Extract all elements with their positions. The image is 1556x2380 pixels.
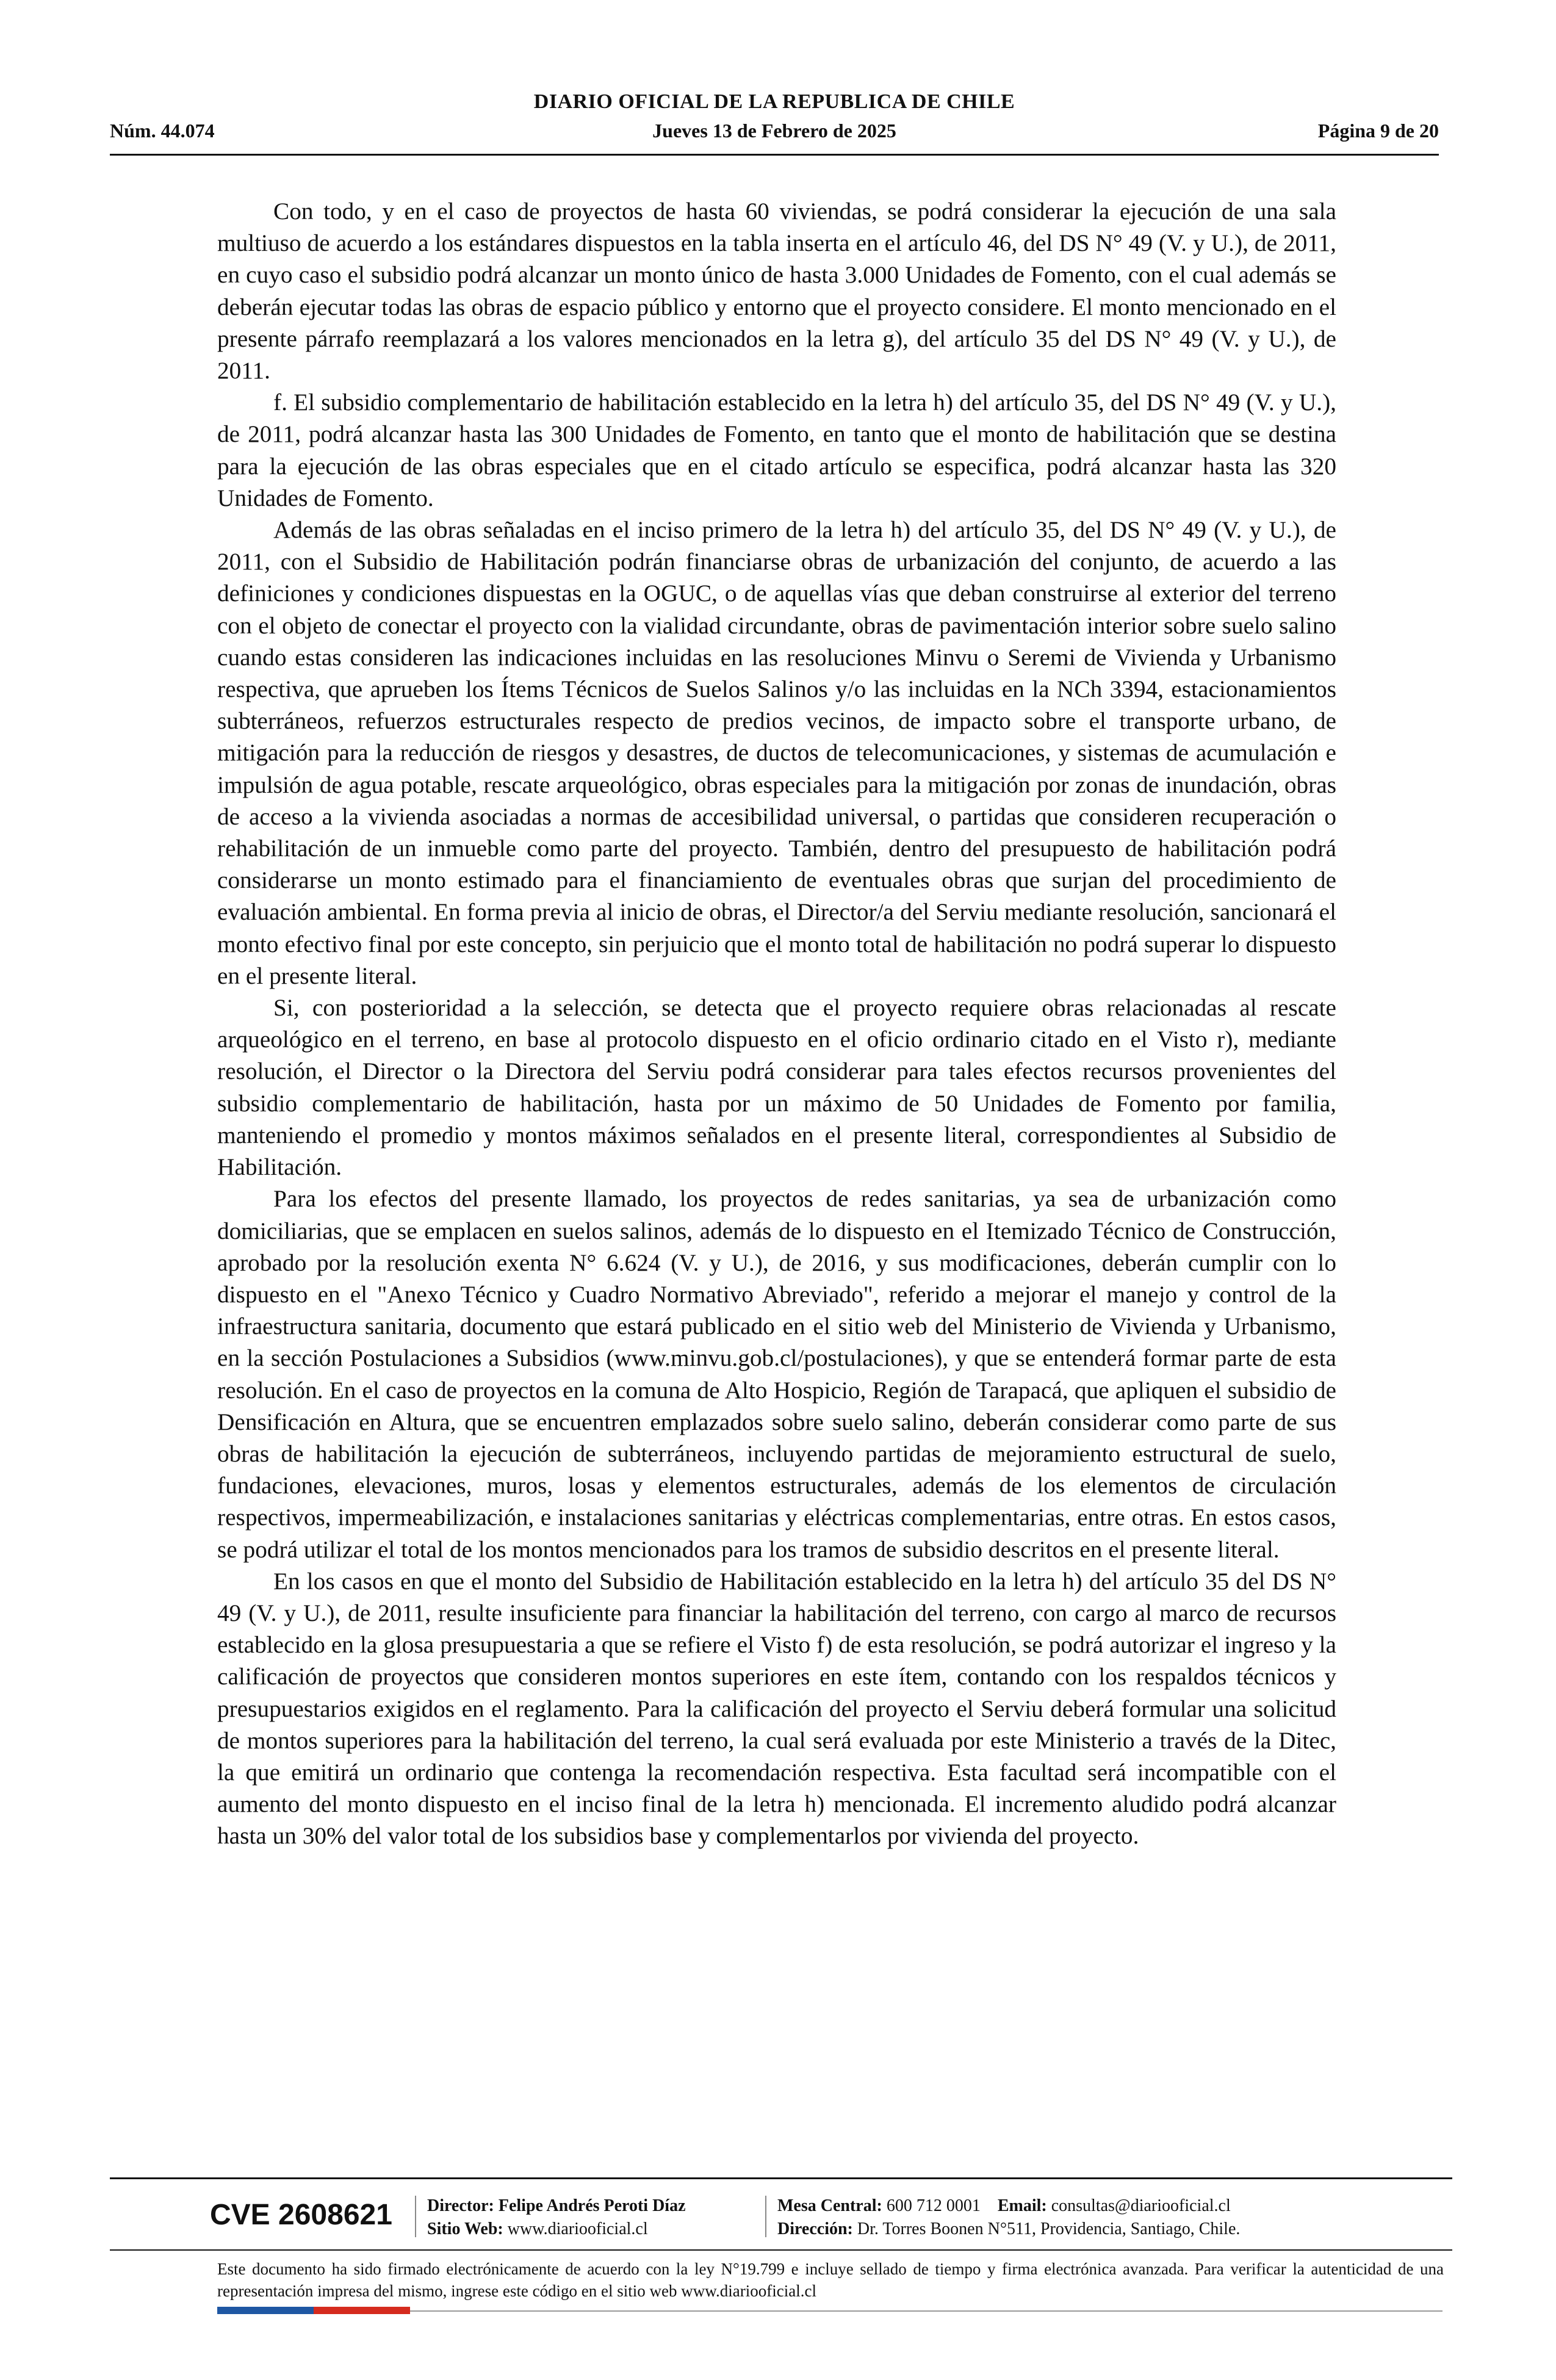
flag-stripe <box>217 2307 410 2314</box>
address-label: Dirección: <box>777 2220 853 2238</box>
footer-director-block <box>427 2194 686 2241</box>
issue-date: Jueves 13 de Febrero de 2025 <box>652 120 896 142</box>
paragraph: En los casos en que el monto del Subsidio de Habilitación establecido en la letra h) del artículo 35 del DS N° 49 (V. y U.), de 2011, resulte insuficiente para financiar la habilitación del terreno, con cargo al marco de recursos establecido en la glosa presupuestaria a que se refiere el Visto f) de esta resolución, se podrá autorizar el ingreso y la calificación de proyectos que consideren montos superiores en este ítem, contando con los respaldos técnicos y presupuestarios exigidos en el reglamento. Para la calificación del proyecto el Serviu deberá formular una solicitud de montos superiores para la habilitación del terreno, la cual será evaluada por este Ministerio a través de la Ditec, la que emitirá un ordinario que contenga la recomendación respectiva. Esta facultad será incompatible con el aumento del monto dispuesto en el inciso final de la letra h) mencionada. El incremento aludido podrá alcanzar hasta un 30% del valor total de los subsidios base y complementarlos por vivienda del proyecto. <box>217 1567 1336 1850</box>
phone-value: 600 712 0001 <box>886 2196 981 2215</box>
page-footer <box>110 2177 1452 2348</box>
site-label: Sitio Web: <box>427 2220 503 2238</box>
site-link[interactable]: www.diariooficial.cl <box>507 2220 648 2238</box>
email-link[interactable]: consultas@diariooficial.cl <box>1051 2196 1231 2215</box>
footer-divider <box>110 2177 1452 2179</box>
paragraph: Con todo, y en el caso de proyectos de hasta 60 viviendas, se podrá considerar la ejecución de una sala multiuso de acuerdo a los estándares dispuestos en la tabla inserta en el artículo 46, del DS N° 49 (V. y U.), de 2011, en cuyo caso el subsidio podrá alcanzar un monto único de hasta 3.000 Unidades de Fomento, con el cual además se deberán ejecutar todas las obras de espacio público y entorno que el proyecto considere. El monto mencionado en el presente párrafo reemplazará a los valores mencionados en la letra g), del artículo 35 del DS N° 49 (V. y U.), de 2011. <box>217 198 1336 384</box>
cve-code: CVE 2608621 <box>210 2199 392 2231</box>
paragraph: Para los efectos del presente llamado, los proyectos de redes sanitarias, ya sea de urbanización como domiciliarias, que se emplacen en suelos salinos, además de lo dispuesto en el Itemizado Técnico de Construcción, aprobado por la resolución exenta N° 6.624 (V. y U.), de 2016, y sus modificaciones, deberán cumplir con lo dispuesto en el "Anexo Técnico y Cuadro Normativo Abreviado", referido a mejorar el manejo y control de la infraestructura sanitaria, documento que estará publicado en el sitio web del Ministerio de Vivienda y Urbanismo, en la sección Postulaciones a Subsidios (www.minvu.gob.cl/postulaciones), y que se entenderá formar parte de esta resolución. En el caso de proyectos en la comuna de Alto Hospicio, Región de Tarapacá, que apliquen el subsidio de Densificación en Altura, que se encuentren emplazados sobre suelo salino, deberán considerar como parte de sus obras de habilitación la ejecución de subterráneos, incluyendo partidas de mejoramiento estructural de suelo, fundaciones, elevaciones, muros, losas y elementos estructurales, además de los elementos de circulación respectivos, impermeabilización, e instalaciones sanitarias y eléctricas complementarias, entre otras. En estos casos, se podrá utilizar el total de los montos mencionados para los tramos de subsidio descritos en el presente literal. <box>217 1185 1336 1563</box>
flag-red-segment <box>314 2307 410 2314</box>
footer-contact-block <box>777 2194 1240 2241</box>
address-value: Dr. Torres Boonen N°511, Providencia, Santiago, Chile. <box>857 2220 1241 2238</box>
paragraph: Si, con posterioridad a la selección, se detecta que el proyecto requiere obras relacionadas al rescate arqueológico en el terreno, en base al protocolo dispuesto en el oficio ordinario citado en el Visto r), mediante resolución, el Director o la Directora del Serviu podrá considerar para tales efectos recursos provenientes del subsidio complementario de habilitación, hasta por un máximo de 50 Unidades de Fomento por familia, manteniendo el promedio y montos máximos señalados en el presente literal, correspondientes al Subsidio de Habilitación. <box>217 994 1336 1181</box>
footer-divider <box>110 2249 1452 2251</box>
electronic-signature-note: Este documento ha sido firmado electrónicamente de acuerdo con la ley N°19.799 e incluye sellado de tiempo y firma electrónica avanzada. Para verificar la autenticidad de una representación impresa del mismo, ingrese este código en el sitio web www.diariooficial.cl <box>217 2260 1444 2300</box>
flag-blue-segment <box>217 2307 314 2314</box>
header-divider <box>110 154 1439 156</box>
phone-label: Mesa Central: <box>777 2196 882 2215</box>
issue-number: Núm. 44.074 <box>110 120 215 142</box>
footer-separator <box>765 2196 766 2237</box>
page-number: Página 9 de 20 <box>1317 120 1439 142</box>
email-label: Email: <box>997 2196 1047 2215</box>
document-body <box>217 195 1336 1852</box>
publication-title: DIARIO OFICIAL DE LA REPUBLICA DE CHILE <box>533 90 1015 113</box>
director-name: Felipe Andrés Peroti Díaz <box>498 2196 686 2215</box>
paragraph: f. El subsidio complementario de habilitación establecido en la letra h) del artículo 35, del DS N° 49 (V. y U.), de 2011, podrá alcanzar hasta las 300 Unidades de Fomento, en tanto que el monto de habilitación que se destina para la ejecución de las obras especiales que en el citado artículo se especifica, podrá alcanzar hasta las 320 Unidades de Fomento. <box>217 389 1336 511</box>
footer-separator <box>415 2196 416 2237</box>
page-header <box>110 90 1439 157</box>
paragraph: Además de las obras señaladas en el inciso primero de la letra h) del artículo 35, del DS N° 49 (V. y U.), de 2011, con el Subsidio de Habilitación podrán financiarse obras de urbanización del conjunto, de acuerdo a las definiciones y condiciones dispuestas en la OGUC, o de aquellas vías que deban construirse al exterior del terreno con el objeto de conectar el proyecto con la vialidad circundante, obras de pavimentación interior sobre suelo salino cuando estas consideren las indicaciones incluidas en las resoluciones Minvu o Seremi de Vivienda y Urbanismo respectiva, que aprueben los Ítems Técnicos de Suelos Salinos y/o las incluidas en la NCh 3394, estacionamientos subterráneos, refuerzos estructurales respecto de predios vecinos, de impacto sobre el transporte urbano, de mitigación para la reducción de riesgos y desastres, de ductos de telecomunicaciones, y sistemas de acumulación e impulsión de agua potable, rescate arqueológico, obras especiales para la mitigación por zonas de inundación, obras de acceso a la vivienda asociadas a normas de accesibilidad universal, o partidas que consideren recuperación o rehabilitación de un inmueble como parte del proyecto. También, dentro del presupuesto de habilitación podrá considerarse un monto estimado para el financiamiento de eventuales obras que surjan del procedimiento de evaluación ambiental. En forma previa al inicio de obras, el Director/a del Serviu mediante resolución, sancionará el monto efectivo final por este concepto, sin perjuicio que el monto total de habilitación no podrá superar lo dispuesto en el presente literal. <box>217 516 1336 989</box>
director-label: Director: <box>427 2196 494 2215</box>
